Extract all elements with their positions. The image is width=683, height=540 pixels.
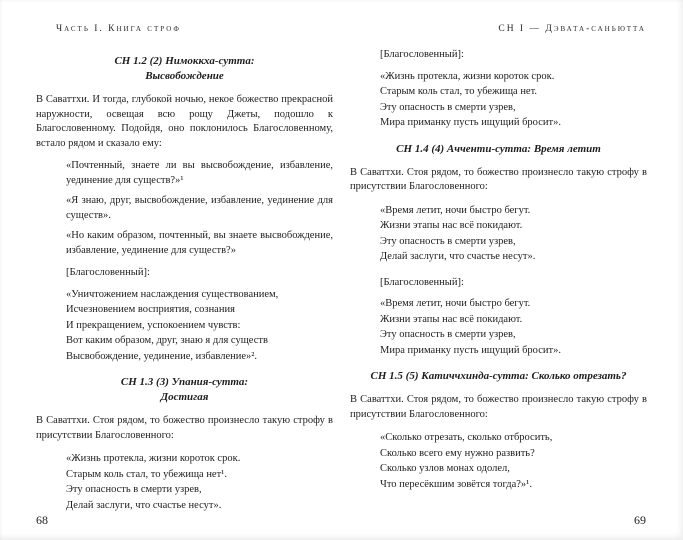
section-heading xyxy=(350,142,647,157)
heading-line: СН 1.4 (4) Аччeнти-сутта: Время летит xyxy=(396,142,601,155)
verse-stanza xyxy=(380,430,647,492)
heading-line: СН 1.2 (2) Нимоккха-сутта: xyxy=(114,55,255,67)
running-head-right: СН I — Дэвата-саньютта xyxy=(498,24,646,34)
page-number-left: 68 xyxy=(36,513,48,527)
verse-line: «Время летит, ночи быстро бегут. xyxy=(380,298,531,309)
verse-line: «Уничтожением наслаждения существованием, xyxy=(66,288,279,300)
dialogue-paragraph: «Я знаю, друг, высвобождение, избавление, уединение для существ». xyxy=(66,195,333,221)
verse-line: «Жизнь протекла, жизни короток срок. xyxy=(380,70,555,82)
speaker-label: [Благословенный]: xyxy=(380,49,464,60)
body-paragraph: В Саваттхи. И тогда, глубокой ночью, некое божество прекрасной наружности, освещая всю рощу Джеты, подошло к Благословенному. Подойдя, оно поклонилось Благословенному, встало рядом и сказало ему: xyxy=(36,94,333,149)
dialogue-paragraph: «Почтенный, знаете ли вы высвобождение, избавление, уединение для существ?»¹ xyxy=(66,160,333,186)
section-heading xyxy=(36,375,333,405)
verse-line: Старым коль стал, то убежища нет¹. xyxy=(66,468,227,480)
verse-line: Сколько узлов монах одолел, xyxy=(380,463,510,474)
verse-line: Старым коль стал, то убежища нет. xyxy=(380,86,538,97)
verse-line: Исчезновением восприятия, сознания xyxy=(66,304,235,315)
body-paragraph: В Саваттхи. Стоя рядом, то божество произнесло такую строфу в присутствии Благословенного: xyxy=(36,415,333,441)
verse-stanza xyxy=(66,451,333,513)
body-paragraph: В Саваттхи. Стоя рядом, то божество произнесло такую строфу в присутствии Благословенного: xyxy=(350,394,647,420)
verse-line: Эту опасность в смерти узрев, xyxy=(380,101,516,113)
page-right-content xyxy=(350,48,647,503)
running-head-left: Часть I. Книга строф xyxy=(56,24,181,34)
verse-line: Вот каким образом, друг, знаю я для существ xyxy=(66,335,268,346)
page-number-right: 69 xyxy=(634,513,646,527)
heading-line: СН 1.5 (5) Катиччхинда-сутта: Сколько отрезать? xyxy=(370,370,627,382)
verse-line: Жизни этапы нас всё покидают. xyxy=(380,313,523,325)
speaker-label: [Благословенный]: xyxy=(380,276,464,288)
verse-line: Мира приманку пусть ищущий бросит». xyxy=(380,117,561,128)
verse-line: Эту опасность в смерти узрев, xyxy=(380,235,516,247)
verse-line: Делай заслуги, что счастье несут». xyxy=(66,499,222,511)
verse-line: «Жизнь протекла, жизни короток срок. xyxy=(66,453,241,464)
verse-stanza xyxy=(380,296,647,358)
page-left xyxy=(36,0,333,540)
verse-line: Сколько всего ему нужно развить? xyxy=(380,447,535,459)
verse-line: Эту опасность в смерти узрев, xyxy=(66,484,202,495)
verse-line: Что пересёкшим зовётся тогда?»¹. xyxy=(380,478,532,490)
heading-line: СН 1.3 (3) Упания-сутта: xyxy=(120,376,249,388)
page-right xyxy=(350,0,647,540)
verse-line: Высвобождение, уединение, избавление»². xyxy=(66,350,258,362)
dialogue-paragraph: «Но каким образом, почтенный, вы знаете высвобождение, избавление, уединение для существ?» xyxy=(66,230,333,256)
heading-line: Высвобождение xyxy=(145,70,224,82)
verse-line: Эту опасность в смерти узрев, xyxy=(380,329,516,340)
verse-line: Делай заслуги, что счастье несут». xyxy=(380,251,536,262)
section-heading xyxy=(36,54,333,84)
body-paragraph: В Саваттхи. Стоя рядом, то божество произнесло такую строфу в присутствии Благословенного: xyxy=(350,166,647,192)
verse-stanza xyxy=(380,69,647,131)
verse-line: И прекращением, успокоением чувств: xyxy=(66,319,241,331)
verse-line: «Сколько отрезать, сколько отбросить, xyxy=(380,432,553,443)
page-left-content xyxy=(36,48,333,524)
verse-stanza xyxy=(66,287,333,365)
speaker-label: [Благословенный]: xyxy=(66,267,150,278)
heading-line: Достигая xyxy=(160,391,209,403)
verse-line: «Время летит, ночи быстро бегут. xyxy=(380,204,531,216)
section-heading xyxy=(350,369,647,384)
verse-stanza xyxy=(380,203,647,265)
verse-line: Мира приманку пусть ищущий бросит». xyxy=(380,344,561,356)
verse-line: Жизни этапы нас всё покидают. xyxy=(380,220,523,231)
